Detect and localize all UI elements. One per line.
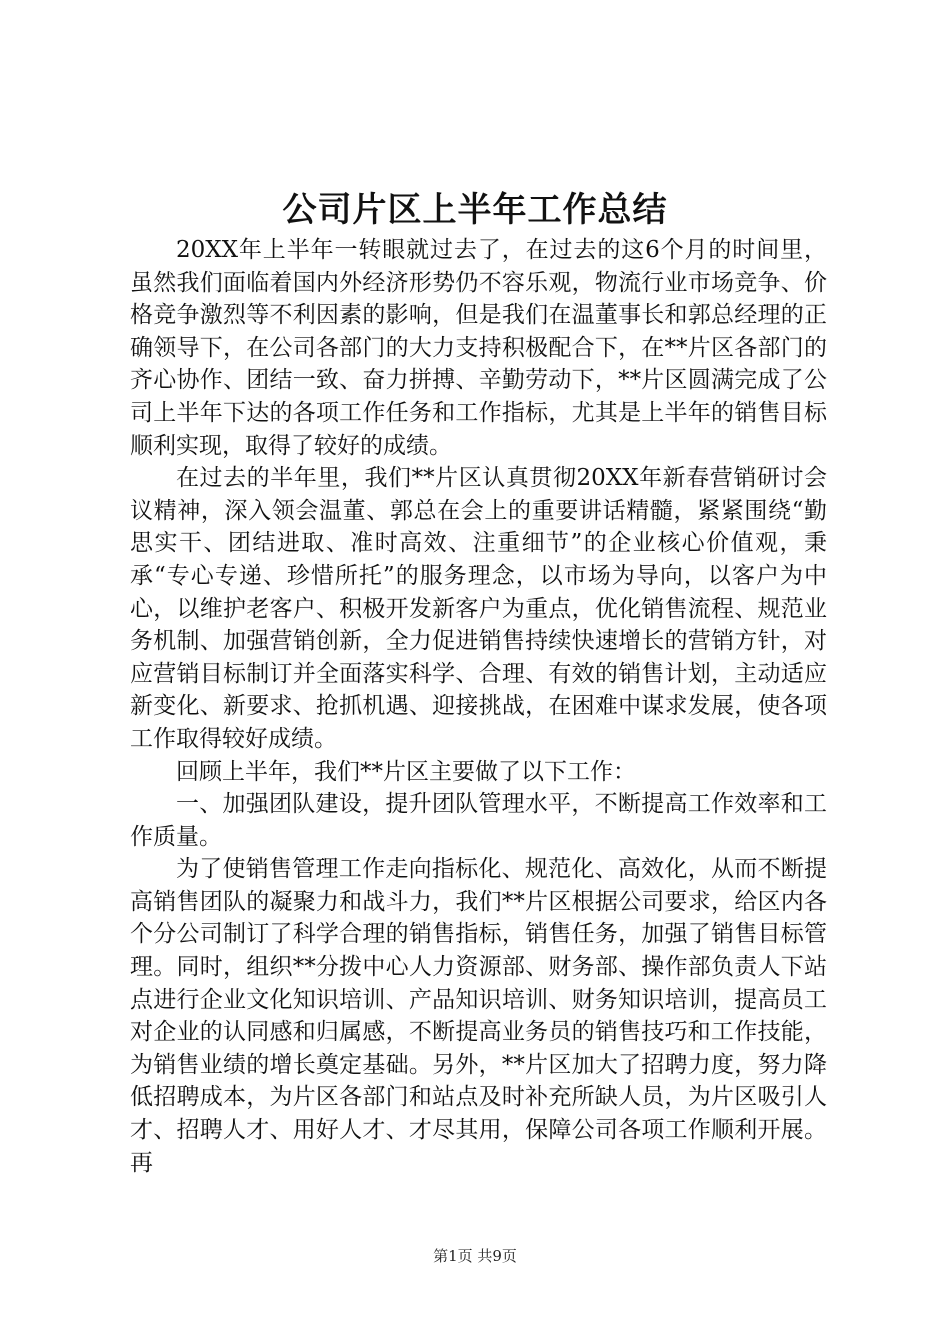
paragraph-3: 回顾上半年，我们**片区主要做了以下工作： xyxy=(176,758,636,785)
paragraph-4-section-heading: 一、加强团队建设，提升团队管理水平，不断提高工作效率和工作质量。 xyxy=(130,791,827,850)
document-title: 公司片区上半年工作总结 xyxy=(282,190,668,230)
document-body xyxy=(130,234,827,1179)
page-footer: 第1页 共9页 xyxy=(433,1247,517,1265)
paragraph-2: 在过去的半年里，我们**片区认真贯彻20XX年新春营销研讨会议精神，深入领会温董、郭总在会上的重要讲话精髓，紧紧围绕“勤思实干、团结进取、准时高效、注重细节”的企业核心价值观，秉承“专心专递、珍惜所托”的服务理念，以市场为导向，以客户为中心，以维护老客户、积极开发新客户为重点，优化销售流程、规范业务机制、加强营销创新，全力促进销售持续快速增长的营销方针，对应营销目标制订并全面落实科学、合理、有效的销售计划，主动适应新变化、新要求、抢抓机遇、迎接挑战，在困难中谋求发展，使各项工作取得较好成绩。 xyxy=(130,465,827,752)
paragraph-1: 20XX年上半年一转眼就过去了，在过去的这6个月的时间里，虽然我们面临着国内外经济形势仍不容乐观，物流行业市场竞争、价格竞争激烈等不利因素的影响，但是我们在温董事长和郭总经理的正确领导下，在公司各部门的大力支持积极配合下，在**片区各部门的齐心协作、团结一致、奋力拼搏、辛勤劳动下，**片区圆满完成了公司上半年下达的各项工作任务和工作指标，尤其是上半年的销售目标顺利实现，取得了较好的成绩。 xyxy=(130,237,827,459)
paragraph-5: 为了使销售管理工作走向指标化、规范化、高效化，从而不断提高销售团队的凝聚力和战斗力，我们**片区根据公司要求，给区内各个分公司制订了科学合理的销售指标，销售任务，加强了销售目标管理。同时，组织**分拨中心人力资源部、财务部、操作部负责人下站点进行企业文化知识培训、产品知识培训、财务知识培训，提高员工对企业的认同感和归属感，不断提高业务员的销售技巧和工作技能，为销售业绩的增长奠定基础。另外，**片区加大了招聘力度，努力降低招聘成本，为片区各部门和站点及时补充所缺人员，为片区吸引人才、招聘人才、用好人才、才尽其用，保障公司各项工作顺利开展。再 xyxy=(130,856,827,1176)
